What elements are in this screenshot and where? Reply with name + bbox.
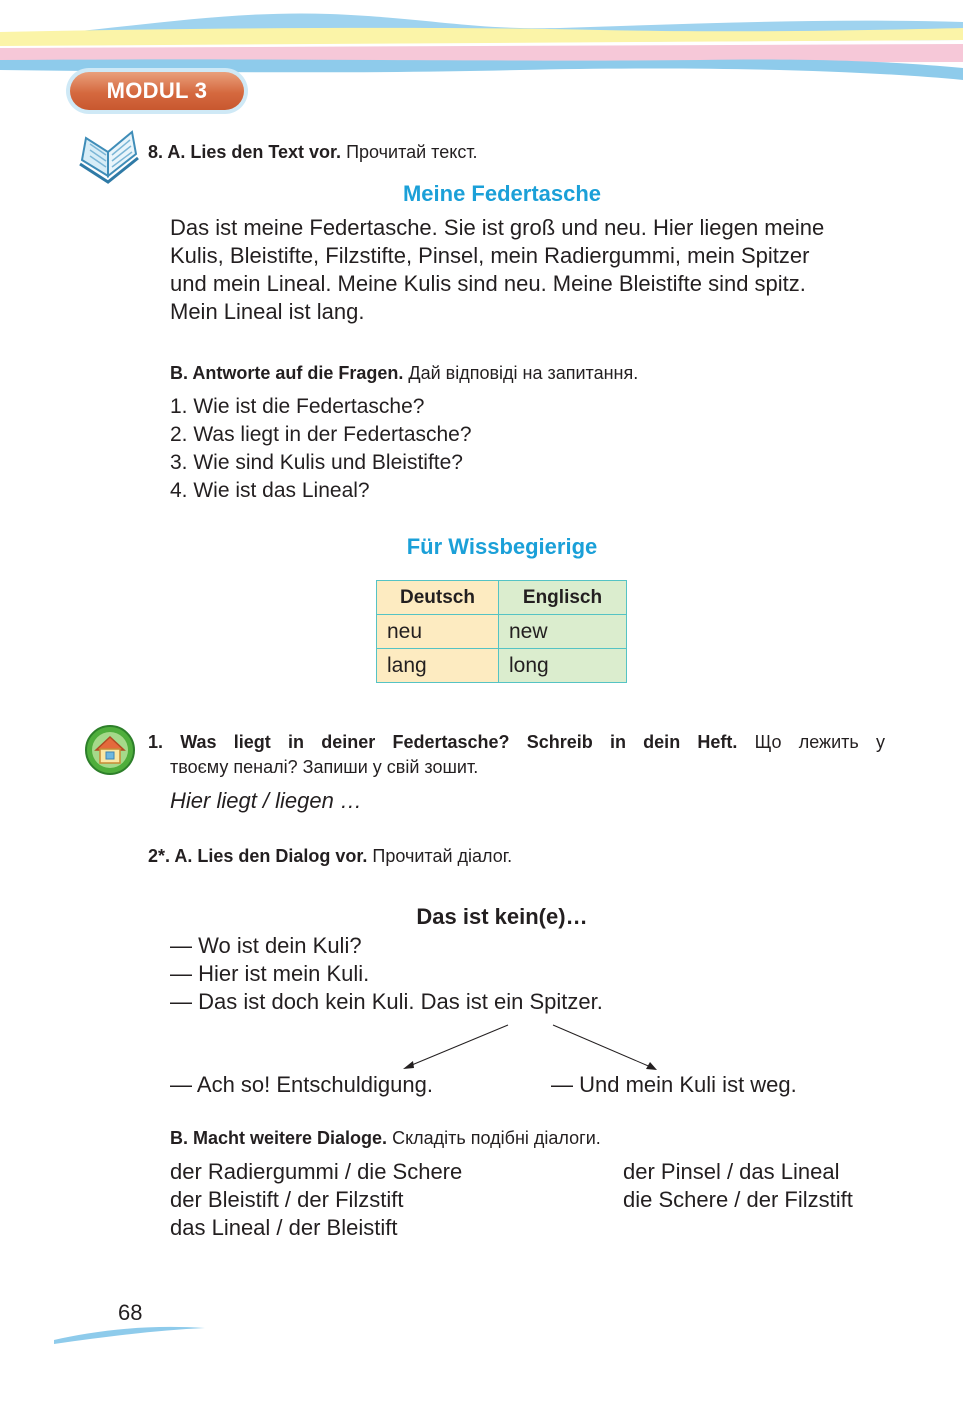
question-item: 2. Was liegt in der Federtasche? xyxy=(170,423,472,446)
reading-text-line: Das ist meine Federtasche. Sie ist groß und neu. Hier liegen meine xyxy=(170,215,825,240)
dialog-reply-left: — Ach so! Entschuldigung. xyxy=(170,1072,433,1097)
task2-a-instruction xyxy=(148,844,512,868)
reading-text-line: und mein Lineal. Meine Kulis sind neu. Meine Bleistifte sind spitz. xyxy=(170,271,806,296)
dialog-reply-right: — Und mein Kuli ist weg. xyxy=(551,1072,797,1097)
question-list xyxy=(170,393,472,505)
reading-text-line: Mein Lineal ist lang. xyxy=(170,299,365,324)
open-book-icon xyxy=(78,130,140,186)
task2-a-translation: Прочитай діалог. xyxy=(372,846,513,866)
text-title: Meine Federtasche xyxy=(402,181,602,206)
table-cell: long xyxy=(499,649,627,683)
question-item: 1. Wie ist die Federtasche? xyxy=(170,395,425,418)
task2-b-instruction xyxy=(170,1126,601,1150)
list-item: die Schere / der Filzstift xyxy=(623,1187,853,1212)
table-row xyxy=(377,615,627,649)
table-cell: new xyxy=(499,615,627,649)
task2-b-label: B. Macht weitere Dialoge. xyxy=(170,1128,388,1148)
task8-a-translation: Прочитай текст. xyxy=(346,142,478,162)
dialog-line: — Das ist doch kein Kuli. Das ist ein Spitzer. xyxy=(170,989,603,1014)
homework-example: Hier liegt / liegen … xyxy=(170,788,362,813)
homework-instruction xyxy=(148,730,885,754)
task8-a-instruction xyxy=(148,140,478,164)
task2-b-translation: Складіть подібні діалоги. xyxy=(392,1128,601,1148)
task2-a-label: 2*. A. Lies den Dialog vor. xyxy=(148,846,368,866)
task8-b-translation: Дай відповіді на запитання. xyxy=(408,363,639,383)
task8-b-label: B. Antworte auf die Fragen. xyxy=(170,363,404,383)
dialog-line: — Wo ist dein Kuli? xyxy=(170,933,362,958)
homework-label: 1. Was liegt in deiner Federtasche? Schreib in dein Heft. xyxy=(148,732,738,752)
combination-list-left xyxy=(170,1158,462,1242)
list-item: der Radiergummi / die Schere xyxy=(170,1159,463,1184)
list-item: der Pinsel / das Lineal xyxy=(623,1159,840,1184)
wissbegierige-title: Für Wissbegierige xyxy=(406,534,598,559)
homework-translation: Що лежить у xyxy=(754,732,885,752)
dialog-line: — Hier ist mein Kuli. xyxy=(170,961,370,986)
vocabulary-table xyxy=(376,580,627,683)
table-row xyxy=(377,649,627,683)
modul-label: MODUL 3 xyxy=(70,72,244,110)
task8-b-instruction xyxy=(170,361,638,385)
table-header-row xyxy=(377,581,627,615)
dialog-title: Das ist kein(e)… xyxy=(416,904,588,929)
modul-badge xyxy=(66,68,248,114)
question-item: 3. Wie sind Kulis und Bleistifte? xyxy=(170,451,463,474)
table-header-englisch: Englisch xyxy=(499,581,627,615)
table-header-deutsch: Deutsch xyxy=(377,581,499,615)
question-item: 4. Wie ist das Lineal? xyxy=(170,479,370,502)
reading-text xyxy=(170,214,910,326)
reading-text-line: Kulis, Bleistifte, Filzstifte, Pinsel, mein Radiergummi, mein Spitzer xyxy=(170,243,810,268)
branch-arrows xyxy=(395,1020,665,1075)
homework-translation-cont: твоєму пеналі? Запиши у свій зошит. xyxy=(170,757,479,777)
table-cell: neu xyxy=(377,615,499,649)
task8-a-label: 8. A. Lies den Text vor. xyxy=(148,142,342,162)
table-cell: lang xyxy=(377,649,499,683)
dialog-block xyxy=(170,932,603,1016)
house-icon xyxy=(84,724,136,776)
list-item: der Bleistift / der Filzstift xyxy=(170,1187,404,1212)
page-number: 68 xyxy=(118,1300,143,1325)
combination-list-right xyxy=(623,1158,853,1214)
list-item: das Lineal / der Bleistift xyxy=(170,1215,398,1240)
